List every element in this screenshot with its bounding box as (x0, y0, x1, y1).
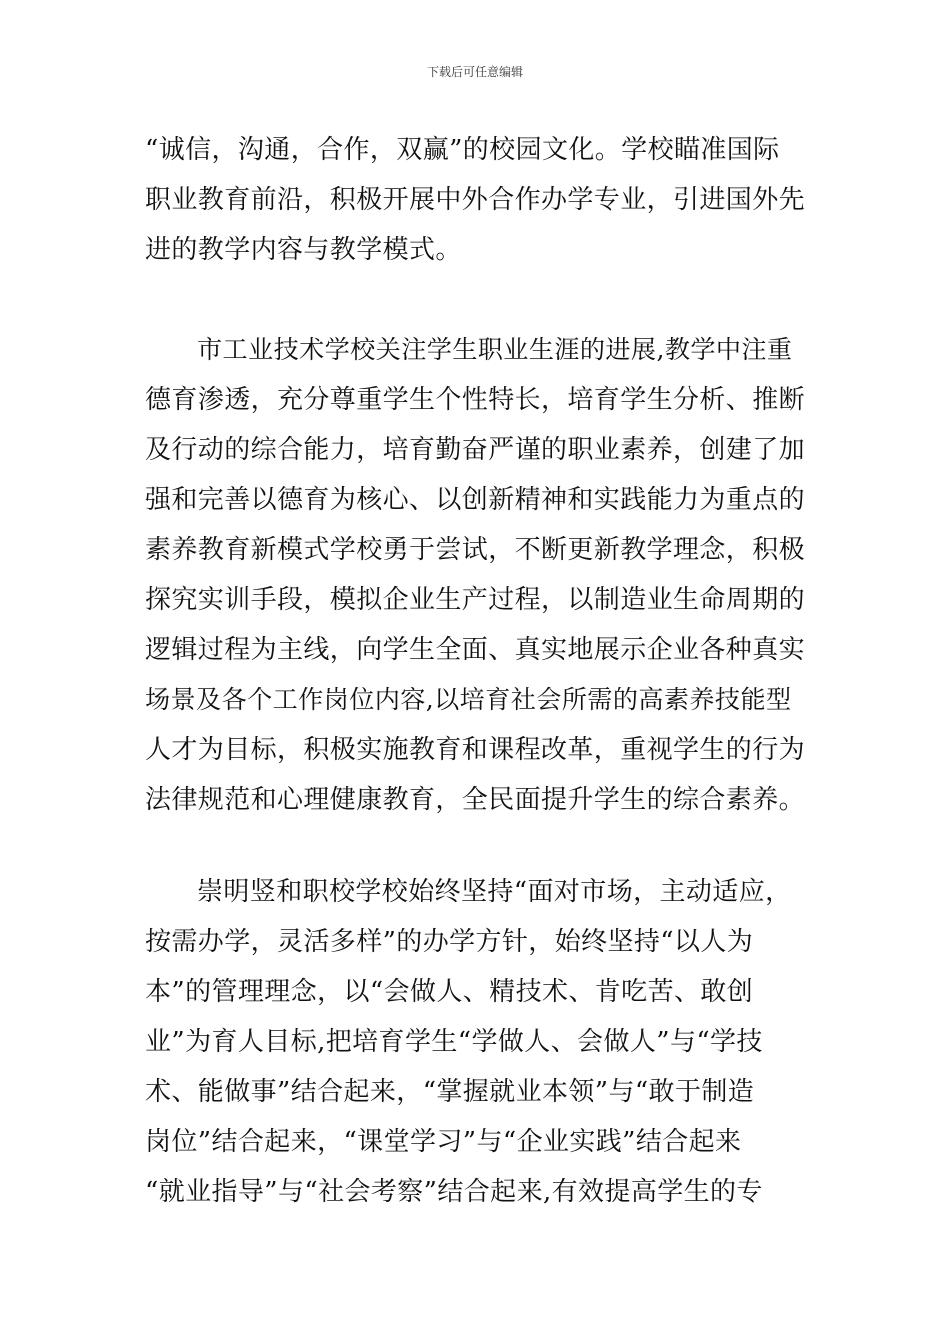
text-line: 崇明竖和职校学校始终坚持“面对市场，主动适应， (197, 877, 792, 907)
text-line: 本”的管理理念，以“会做人、精技术、肯吃苦、敢创 (145, 977, 754, 1007)
text-line: 及行动的综合能力，培育勤奋严谨的职业素养，创建了加 (145, 435, 806, 465)
text-line: 法律规范和心理健康教育，全民面提升学生的综合素养。 (145, 785, 806, 815)
text-line: 人才为目标，积极实施教育和课程改革，重视学生的行为 (145, 735, 806, 765)
text-line: 职业教育前沿，积极开展中外合作办学专业，引进国外先 (145, 185, 806, 215)
text-line: 逻辑过程为主线，向学生全面、真实地展示企业各种真实 (145, 635, 806, 665)
text-line: 术、能做事”结合起来，“掌握就业本领”与“敢于制造 (145, 1077, 755, 1107)
text-line: 进的教学内容与教学模式。 (145, 235, 462, 265)
text-line: “就业指导”与“社会考察”结合起来,有效提高学生的专 (145, 1177, 763, 1207)
text-line: 德育渗透，充分尊重学生个性特长，培育学生分析、推断 (145, 385, 806, 415)
text-line: 探究实训手段，模拟企业生产过程，以制造业生命周期的 (145, 585, 806, 615)
text-line: 岗位”结合起来，“课堂学习”与“企业实践”结合起来 (145, 1127, 742, 1157)
text-line: “诚信，沟通，合作，双赢”的校园文化。学校瞄准国际 (145, 135, 780, 165)
page-header: 下载后可任意编辑 (426, 65, 523, 79)
text-line: 业”为育人目标,把培育学生“学做人、会做人”与“学技 (145, 1027, 763, 1057)
text-line: 市工业技术学校关注学生职业生涯的进展,教学中注重 (197, 335, 793, 364)
text-line: 按需办学，灵活多样”的办学方针，始终坚持“以人为 (145, 927, 754, 957)
text-line: 强和完善以德育为核心、以创新精神和实践能力为重点的 (145, 485, 806, 515)
text-line: 场景及各个工作岗位内容,以培育社会所需的高素养技能型 (145, 685, 792, 714)
text-line: 素养教育新模式学校勇于尝试，不断更新教学理念，积极 (145, 535, 806, 565)
